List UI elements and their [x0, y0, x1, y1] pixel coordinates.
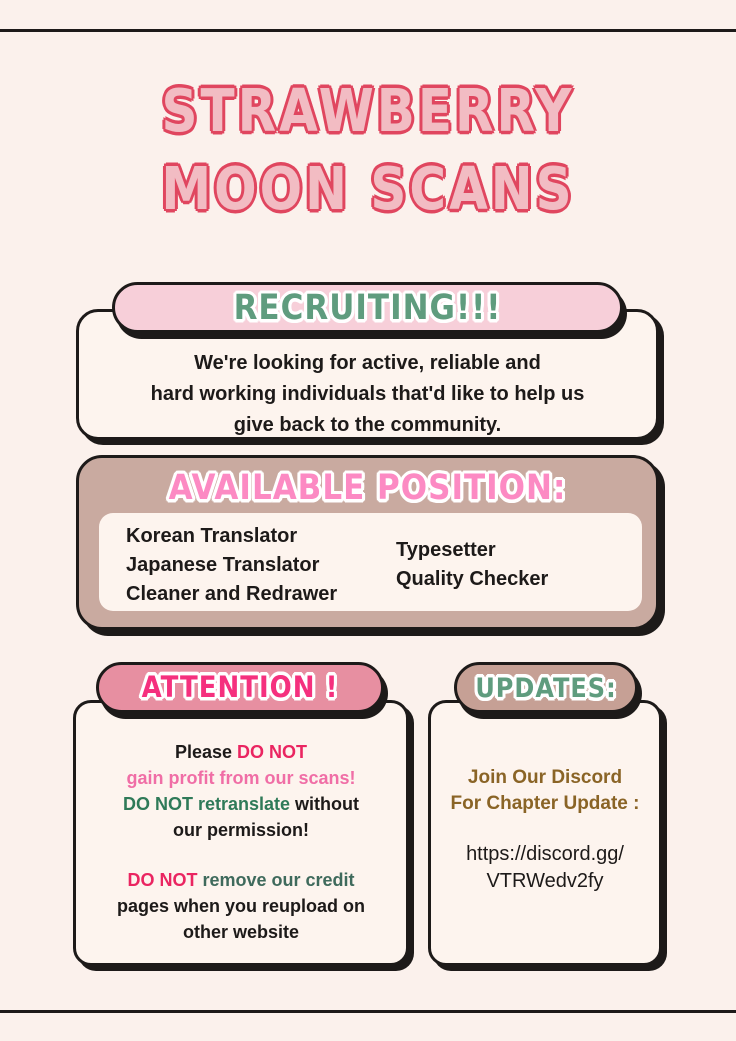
- remove-credit-text: remove our credit: [197, 870, 355, 890]
- title-line-2: MOON SCANS: [161, 154, 575, 224]
- position-item-quality-checker: Quality Checker: [396, 568, 549, 590]
- recruiting-text-line1: We're looking for active, reliable and: [194, 352, 541, 374]
- attention-line-7: other website: [182, 922, 300, 942]
- bottom-divider: [0, 1010, 736, 1013]
- recruiting-banner-label: RECRUITING!!!: [233, 287, 502, 328]
- recruiting-banner: [112, 282, 623, 333]
- position-item-japanese-translator: Japanese Translator: [126, 554, 320, 576]
- positions-list-right: [396, 536, 548, 594]
- positions-panel: [99, 513, 642, 611]
- updates-card: [428, 700, 662, 966]
- attention-line-3: [76, 791, 406, 817]
- do-not-retranslate-label: DO NOT retranslate: [122, 794, 291, 814]
- discord-url-line2[interactable]: VTRWedv2fy: [486, 870, 604, 892]
- position-item-cleaner-redrawer: Cleaner and Redrawer: [126, 583, 338, 605]
- positions-list-left: [126, 522, 337, 609]
- attention-please-text: Please: [174, 742, 238, 762]
- positions-card: [76, 455, 659, 630]
- do-not-label: DO NOT: [237, 742, 308, 762]
- title-line-1: STRAWBERRY: [161, 76, 575, 146]
- without-text: without: [290, 794, 360, 814]
- discord-heading-line2: For Chapter Update :: [450, 793, 640, 814]
- positions-banner-label: AVAILABLE POSITION:: [168, 467, 567, 509]
- position-item-korean-translator: Korean Translator: [126, 525, 298, 547]
- recruiting-text-line3: give back to the community.: [233, 414, 502, 436]
- attention-line-6: pages when you reupload on: [116, 896, 366, 916]
- attention-banner-label: ATTENTION !: [141, 670, 339, 705]
- updates-banner-label: UPDATES:: [475, 671, 617, 704]
- attention-banner: [96, 662, 384, 713]
- attention-line-4: our permission!: [172, 820, 310, 840]
- page-title: [0, 72, 736, 228]
- attention-line-2: gain profit from our scans!: [126, 768, 356, 788]
- do-not-label-2: DO NOT: [127, 870, 198, 890]
- discord-url[interactable]: [431, 841, 659, 895]
- position-item-typesetter: Typesetter: [396, 539, 496, 561]
- attention-line-1: [76, 739, 406, 765]
- attention-card: [73, 700, 409, 966]
- attention-line-5: [76, 867, 406, 893]
- recruiting-text-line2: hard working individuals that'd like to help us: [150, 383, 585, 405]
- top-divider: [0, 29, 736, 32]
- updates-banner: [454, 662, 638, 713]
- attention-paragraph-gap: [76, 843, 406, 867]
- discord-heading-line1: Join Our Discord: [467, 767, 623, 788]
- discord-url-line1[interactable]: https://discord.gg/: [466, 843, 624, 865]
